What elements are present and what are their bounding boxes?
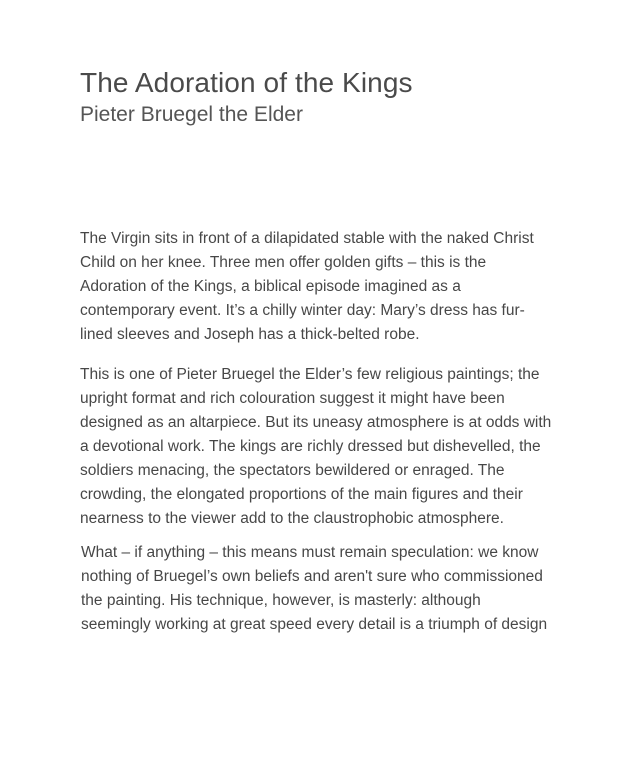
description-paragraph: The Virgin sits in front of a dilapidated stable with the naked Christ Child on her knee. Three men offer golden gifts – this is the Adoration of the Kings, a biblical episode imagined as a contemporary event. It’s a chilly winter day: Mary’s dress has fur-lined sleeves and Joseph has a thick-belted robe. — [80, 230, 534, 343]
artwork-title: The Adoration of the Kings — [80, 67, 413, 98]
artwork-description — [80, 227, 552, 637]
description-paragraph: What – if anything – this means must remain speculation: we know nothing of Bruegel’s own beliefs and aren't sure who commissioned the painting. His technique, however, is masterly: although seemingly working at great speed every detail is a triumph of design — [81, 544, 548, 633]
artist-name: Pieter Bruegel the Elder — [80, 103, 303, 126]
description-paragraph: This is one of Pieter Bruegel the Elder’s few religious paintings; the upright format and rich colouration suggest it might have been designed as an altarpiece. But its uneasy atmosphere is at odds with a devotional work. The kings are richly dressed but dishevelled, the soldiers menacing, the spectators bewildered or enraged. The crowding, the elongated proportions of the main figures and their nearness to the viewer add to the claustrophobic atmosphere. — [80, 366, 552, 527]
artwork-header — [80, 66, 560, 129]
